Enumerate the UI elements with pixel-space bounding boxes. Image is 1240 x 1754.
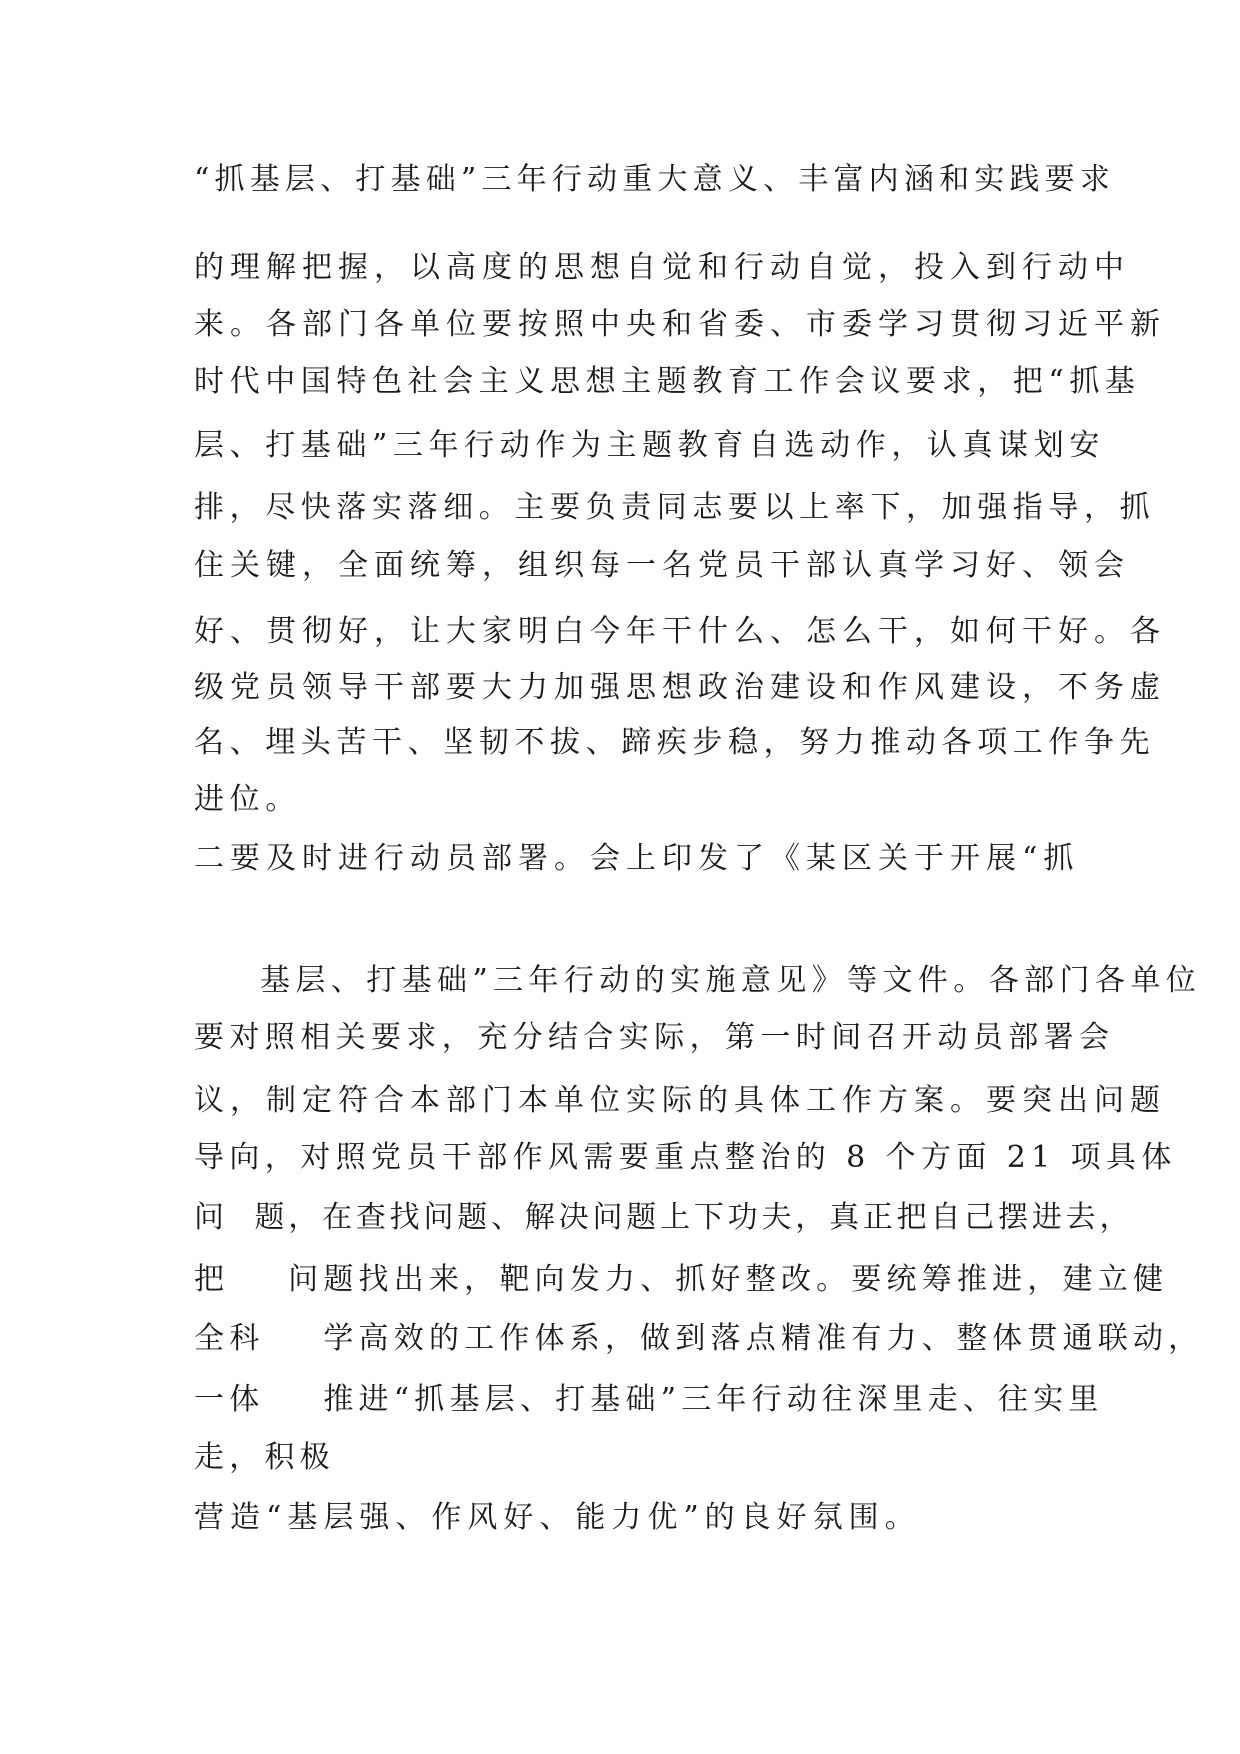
paragraph-line: 级党员领导干部要大力加强思想政治建设和作风建设，不务虚 (194, 670, 1166, 705)
paragraph-line: 名、埋头苦干、坚韧不拔、蹄疾步稳，努力推动各项工作争先 (194, 725, 1156, 760)
paragraph-line: 排，尽快落实落细。主要负责同志要以上率下，加强指导，抓 (194, 490, 1156, 525)
paragraph-line: 层、打基础”三年行动作为主题教育自选动作，认真谋划安 (194, 428, 1105, 463)
paragraph-line: 全科 学高效的工作体系，做到落点精准有力、整体贯通联动， (194, 1321, 1204, 1356)
paragraph-line: 一体 推进“抓基层、打基础”三年行动往深里走、往实里 (194, 1382, 1104, 1417)
paragraph-line: 的理解把握，以高度的思想自觉和行动自觉，投入到行动中 (194, 250, 1130, 285)
paragraph-line: 时代中国特色社会主义思想主题教育工作会议要求，把“抓基 (194, 364, 1141, 399)
paragraph-line: 二要及时进行动员部署。会上印发了《某区关于开展“抓 (194, 841, 1080, 876)
paragraph-line: 把 问题找出来，靶向发力、抓好整改。要统筹推进，建立健 (194, 1262, 1169, 1297)
paragraph-line: 问 题，在查找问题、解决问题上下功夫，真正把自己摆进去， (194, 1200, 1134, 1235)
paragraph-line: 住关键，全面统筹，组织每一名党员干部认真学习好、领会 (194, 548, 1130, 583)
paragraph-line: 要对照相关要求，充分结合实际，第一时间召开动员部署会 (194, 1020, 1115, 1055)
paragraph-line: 议，制定符合本部门本单位实际的具体工作方案。要突出问题 (194, 1083, 1166, 1118)
paragraph-line: 基层、打基础”三年行动的实施意见》等文件。各部门各单位 (260, 963, 1202, 998)
paragraph-line: “抓基层、打基础”三年行动重大意义、丰富内涵和实践要求 (194, 162, 1116, 197)
paragraph-line: 进位。 (194, 782, 301, 817)
paragraph-line: 营造“基层强、作风好、能力优”的良好氛围。 (194, 1500, 921, 1535)
paragraph-line: 导向，对照党员干部作风需要重点整治的 8 个方面 21 项具体 (194, 1140, 1177, 1175)
paragraph-line: 好、贯彻好，让大家明白今年干什么、怎么干，如何干好。各 (194, 614, 1166, 649)
paragraph-line: 走，积极 (194, 1440, 335, 1475)
paragraph-line: 来。各部门各单位要按照中央和省委、市委学习贯彻习近平新 (194, 307, 1166, 342)
